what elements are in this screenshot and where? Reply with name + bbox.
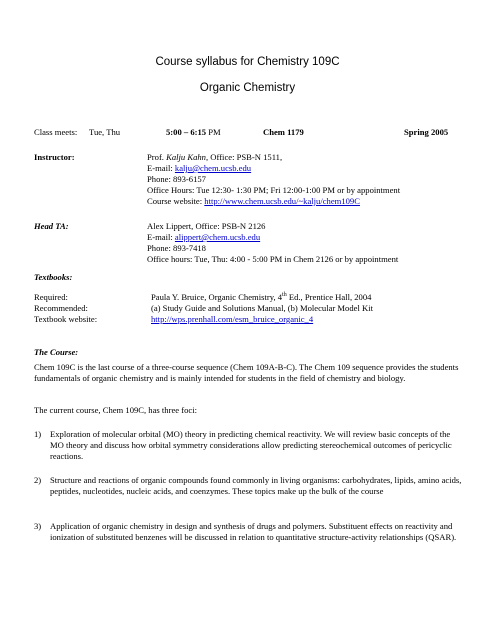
required-text-post: Ed., Prentice Hall, 2004 [286, 292, 372, 302]
course-website-label: Course website: [147, 196, 205, 206]
head-ta-hours: Office hours: Tue, Thu: 4:00 - 5:00 PM in Chem 2126 or by appointment [147, 254, 399, 264]
class-time-suffix: PM [206, 127, 221, 137]
focus-text: Structure and reactions of organic compounds found commonly in living organisms: carbohydrates, lipids, amino acids, peptides, nucleotides, nucleic acids, and coenzymes. These topics make up the bulk of the course [50, 475, 462, 496]
course-website-link[interactable]: http://www.chem.ucsb.edu/~kalju/chem109C [204, 196, 360, 206]
focus-item [34, 429, 466, 462]
focus-text: Exploration of molecular orbital (MO) theory in predicting chemical reactivity. We will review basic concepts of the MO theory and discuss how orbital symmetry considerations allow predicting stereochemical outcomes of pericyclic reactions. [50, 429, 452, 461]
head-ta-phone: Phone: 893-7418 [147, 243, 206, 253]
course-heading: The Course: [34, 347, 79, 357]
instructor-office: , Office: PSB-N 1511, [205, 152, 283, 162]
required-text [151, 292, 371, 303]
textbook-website-label: Textbook website: [34, 314, 98, 324]
document-subtitle: Organic Chemistry [199, 82, 296, 94]
head-ta-email-line [147, 232, 260, 243]
head-ta-email-label: E-mail: [147, 232, 175, 242]
class-meets-time [166, 127, 221, 138]
instructor-label: Instructor: [34, 152, 75, 162]
class-term: Spring 2005 [404, 127, 449, 137]
instructor-name: Kalju Kahn [166, 152, 206, 162]
instructor-hours: Office Hours: Tue 12:30- 1:30 PM; Fri 12:00-1:00 PM or by appointment [147, 185, 401, 195]
document-title: Course syllabus for Chemistry 109C [155, 56, 340, 68]
instructor-email-label: E-mail: [147, 163, 175, 173]
course-website-line [147, 196, 360, 207]
recommended-label: Recommended: [34, 303, 88, 313]
class-room: Chem 1179 [263, 127, 304, 137]
required-text-pre: Paula Y. Bruice, Organic Chemistry, 4 [151, 292, 283, 302]
focus-text: Application of organic chemistry in design and synthesis of drugs and polymers. Substituent effects on reactivity and ionization of substituted benzenes will be discussed in relation to quantitative structure-activity relationships (QSAR). [50, 521, 457, 542]
class-time-bold: 5:00 – 6:15 [166, 127, 207, 137]
course-foci-intro: The current course, Chem 109C, has three foci: [34, 405, 197, 415]
focus-number: 2) [34, 475, 42, 485]
instructor-email-link[interactable]: kalju@chem.ucsb.edu [174, 163, 252, 173]
textbook-website-link[interactable]: http://wps.prenhall.com/esm_bruice_organic_4 [151, 314, 314, 324]
course-intro: Chem 109C is the last course of a three-course sequence (Chem 109A-B-C). The Chem 109 sequence provides the students fundamentals of organic chemistry and is mainly intended for students in the field of chemistry and biology. [34, 362, 459, 383]
focus-item [34, 475, 466, 508]
textbooks-label: Textbooks: [34, 272, 73, 282]
instructor-email-line [147, 163, 251, 174]
focus-item [34, 521, 466, 554]
required-edition-sup: th [282, 292, 287, 299]
head-ta-email-link[interactable]: alippert@chem.ucsb.edu [174, 232, 261, 242]
focus-number: 1) [34, 429, 42, 439]
class-meets-label: Class meets: [34, 127, 78, 137]
class-meets-days: Tue, Thu [89, 127, 121, 137]
focus-number: 3) [34, 521, 42, 531]
head-ta-name-office: Alex Lippert, Office: PSB-N 2126 [147, 221, 266, 231]
instructor-name-line [147, 152, 282, 163]
instructor-phone: Phone: 893-6157 [147, 174, 206, 184]
head-ta-label: Head TA: [34, 221, 69, 231]
recommended-text: (a) Study Guide and Solutions Manual, (b) Molecular Model Kit [151, 303, 373, 313]
required-label: Required: [34, 292, 68, 302]
instructor-prefix: Prof. [147, 152, 167, 162]
